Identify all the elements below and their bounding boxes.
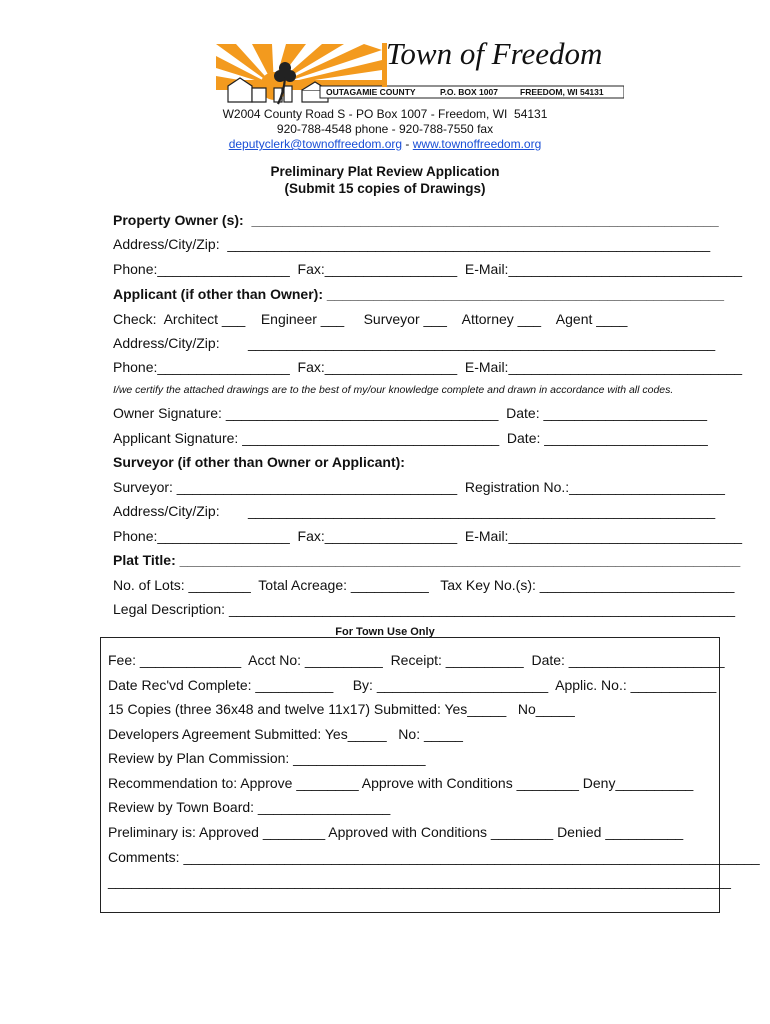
certification-text: I/we certify the attached drawings are to the best of my/our knowledge complete and drawn in accordance with all codes.: [113, 384, 674, 396]
plan-commission-field[interactable]: Review by Plan Commission: _________________: [108, 750, 426, 766]
owner-signature-field[interactable]: Owner Signature: ___________________________________ Date: _____________________: [113, 405, 707, 421]
applicant-type-check[interactable]: Check: Architect ___ Engineer ___ Surveyor ___ Attorney ___ Agent ____: [113, 311, 628, 327]
comments-line-2[interactable]: ________________________________________________________________________________: [108, 873, 731, 889]
property-owner-field[interactable]: Property Owner (s): ____________________________________________________________: [113, 212, 719, 228]
comments-field[interactable]: Comments: __________________________________________________________________________: [108, 849, 760, 865]
town-use-heading: For Town Use Only: [335, 626, 435, 638]
applicant-contact-field[interactable]: Phone:_________________ Fax:_________________ E-Mail:______________________________: [113, 359, 743, 375]
po-box-label: P.O. BOX 1007: [440, 87, 498, 97]
form-title: Preliminary Plat Review Application: [270, 164, 500, 179]
form-subtitle: (Submit 15 copies of Drawings): [284, 181, 486, 196]
applicant-address-field[interactable]: ____________________________________________________________: [248, 335, 716, 351]
town-board-field[interactable]: Review by Town Board: _________________: [108, 799, 391, 815]
applicant-signature-field[interactable]: Applicant Signature: _________________________________ Date: _____________________: [113, 430, 708, 446]
surveyor-heading: Surveyor (if other than Owner or Applicant):: [113, 454, 405, 470]
owner-address-field[interactable]: Address/City/Zip: ______________________________________________________________: [113, 236, 711, 252]
preliminary-field[interactable]: Preliminary is: Approved ________ Approved with Conditions ________ Denied __________: [108, 824, 684, 840]
city-zip-label: FREEDOM, WI 54131: [520, 87, 604, 97]
town-name: Town of Freedom: [386, 36, 603, 71]
email-link[interactable]: deputyclerk@townoffreedom.org: [228, 137, 403, 151]
plat-title-field[interactable]: Plat Title: ________________________________________________________________________: [113, 552, 741, 568]
applicant-field[interactable]: Applicant (if other than Owner): ___________________________________________________: [113, 286, 724, 302]
surveyor-contact-field[interactable]: Phone:_________________ Fax:_________________ E-Mail:______________________________: [113, 528, 743, 544]
legal-description-field[interactable]: Legal Description: _________________________________________________________________: [113, 601, 736, 617]
fee-field[interactable]: Fee: _____________ Acct No: __________ Receipt: __________ Date: ____________________: [108, 652, 725, 668]
surveyor-field[interactable]: Surveyor: ____________________________________ Registration No.:____________________: [113, 479, 725, 495]
applicant-address-label: Address/City/Zip:: [113, 335, 220, 351]
contact-links: [0, 137, 770, 151]
surveyor-address-field[interactable]: ____________________________________________________________: [248, 503, 716, 519]
copies-field[interactable]: 15 Copies (three 36x48 and twelve 11x17) Submitted: Yes_____ No_____: [108, 701, 575, 717]
received-field[interactable]: Date Rec'vd Complete: __________ By: ______________________ Applic. No.: ___________: [108, 677, 717, 693]
address-line: W2004 County Road S - PO Box 1007 - Freedom, WI 54131: [222, 107, 548, 121]
lots-acreage-field[interactable]: No. of Lots: ________ Total Acreage: __________ Tax Key No.(s): _________________________: [113, 577, 735, 593]
phone-line: 920-788-4548 phone - 920-788-7550 fax: [276, 122, 494, 136]
link-separator: -: [402, 137, 413, 151]
town-logo: [214, 36, 624, 106]
website-link[interactable]: www.townoffreedom.org: [412, 137, 542, 151]
agreement-field[interactable]: Developers Agreement Submitted: Yes_____ No: _____: [108, 726, 463, 742]
surveyor-address-label: Address/City/Zip:: [113, 503, 220, 519]
owner-contact-field[interactable]: Phone:_________________ Fax:_________________ E-Mail:______________________________: [113, 261, 743, 277]
recommendation-field[interactable]: Recommendation to: Approve ________ Approve with Conditions ________ Deny__________: [108, 775, 694, 791]
county-label: OUTAGAMIE COUNTY: [326, 87, 416, 97]
